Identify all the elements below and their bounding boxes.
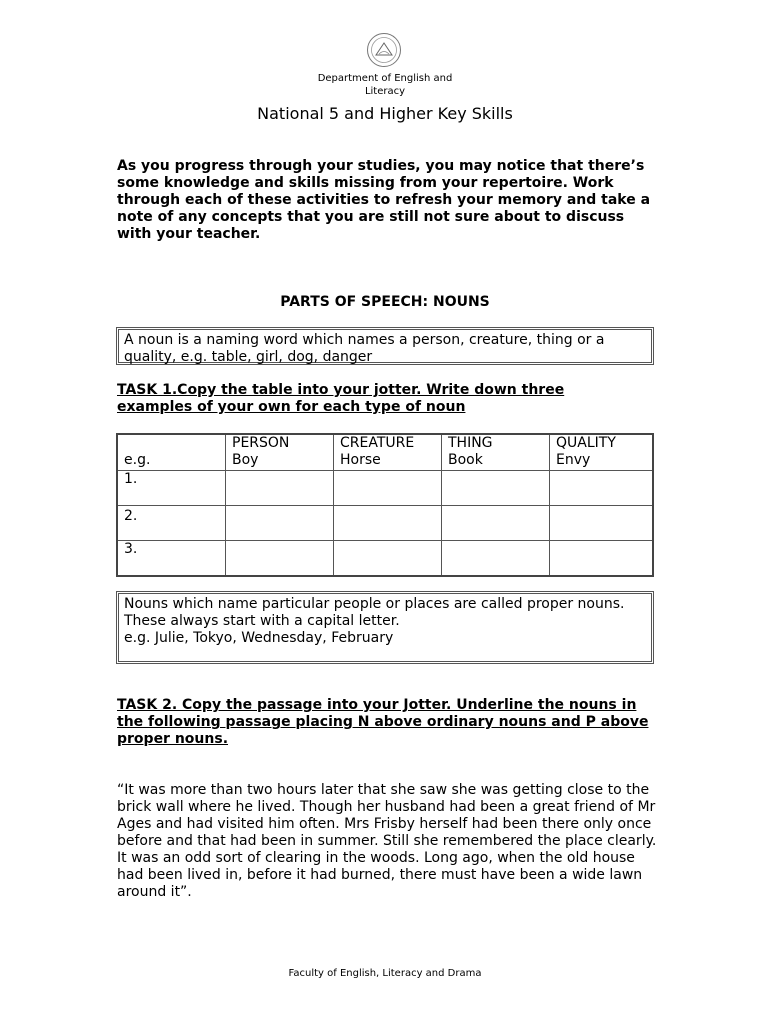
example-label: e.g. <box>124 452 151 468</box>
table-cell <box>334 434 442 470</box>
table-row <box>117 470 653 505</box>
column-header-creature: CREATURE <box>340 435 415 451</box>
proper-nouns-rule: These always start with a capital letter. <box>124 613 400 629</box>
page-footer: Faculty of English, Literacy and Drama <box>288 968 482 979</box>
table-cell <box>226 470 334 505</box>
example-thing: Book <box>448 452 483 468</box>
proper-nouns-definition: Nouns which name particular people or places are called proper nouns. <box>124 596 625 612</box>
table-cell <box>334 470 442 505</box>
noun-definition-box: A noun is a naming word which names a person, creature, thing or a quality, e.g. table, girl, dog, danger <box>116 327 654 365</box>
table-cell <box>550 434 654 470</box>
table-cell <box>334 505 442 540</box>
table-cell <box>226 505 334 540</box>
column-header-person: PERSON <box>232 435 290 451</box>
column-header-quality: QUALITY <box>556 435 616 451</box>
row-label: 2. <box>117 505 226 540</box>
task2-instructions: TASK 2. Copy the passage into your Jotter. Underline the nouns in the following passage placing N above ordinary nouns and P above proper nouns. <box>117 697 649 747</box>
table-cell <box>442 540 550 576</box>
passage-text: “It was more than two hours later that she saw she was getting close to the brick wall where he lived. Though her husband had been a great friend of Mr Ages and had visited him often. Mrs Frisby herself had been there only once before and that had been in summer. Still she remembered the place clearly. It was an odd sort of clearing in the woods. Long ago, when the old house had been lived in, before it had burned, there must have been a wide lawn around it”. <box>117 782 657 900</box>
department-name: Department of English and Literacy <box>317 73 453 97</box>
table-row <box>117 540 653 576</box>
table-row <box>117 434 653 470</box>
page-title: National 5 and Higher Key Skills <box>257 104 513 123</box>
table-cell <box>334 540 442 576</box>
column-header-thing: THING <box>448 435 493 451</box>
proper-nouns-examples: e.g. Julie, Tokyo, Wednesday, February <box>124 630 394 646</box>
proper-nouns-box <box>116 591 654 664</box>
example-quality: Envy <box>556 452 591 468</box>
table-cell <box>550 505 654 540</box>
row-label: 1. <box>117 470 226 505</box>
task1-instructions: TASK 1.Copy the table into your jotter. Write down three examples of your own for each type of noun <box>117 382 565 415</box>
table-cell <box>550 540 654 576</box>
table-cell <box>550 470 654 505</box>
table-cell <box>442 470 550 505</box>
table-cell <box>226 434 334 470</box>
table-cell <box>442 434 550 470</box>
example-person: Boy <box>232 452 259 468</box>
table-cell <box>226 540 334 576</box>
intro-paragraph: As you progress through your studies, you may notice that there’s some knowledge and skills missing from your repertoire. Work through each of these activities to refresh your memory and take a note of any concepts that you are still not sure about to discuss with your teacher. <box>117 158 651 242</box>
section-heading: PARTS OF SPEECH: NOUNS <box>280 294 490 310</box>
row-label: 3. <box>117 540 226 576</box>
table-cell <box>442 505 550 540</box>
noun-types-table <box>116 433 654 577</box>
school-crest-icon <box>366 32 402 68</box>
example-creature: Horse <box>340 452 381 468</box>
table-row <box>117 505 653 540</box>
table-cell <box>117 434 226 470</box>
